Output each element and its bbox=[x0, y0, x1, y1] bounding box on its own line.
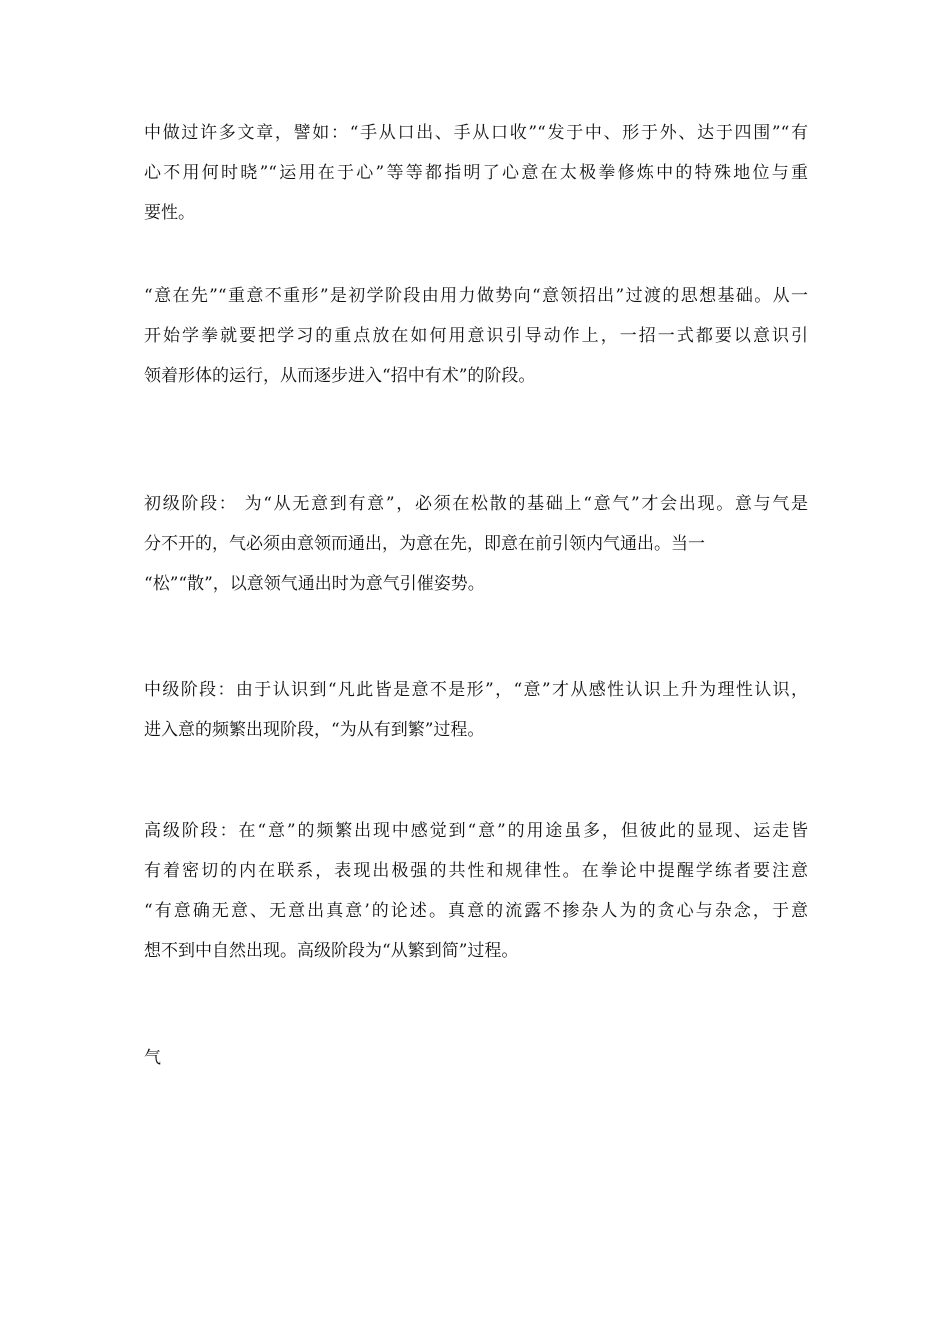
text-line: 高级阶段：在“意”的频繁出现中感觉到“意”的用途虽多，但彼此的显现、运走皆 bbox=[144, 821, 808, 841]
text-line: “有意确无意、无意出真意’的论述。真意的流露不掺杂人为的贪心与杂念，于意 bbox=[144, 901, 808, 921]
paragraph-zhongji-jieduan bbox=[144, 670, 808, 750]
paragraph-chuji-jieduan bbox=[144, 484, 808, 604]
text-line: 中做过许多文章，譬如：“手从口出、手从口收”“发于中、形于外、达于四围”“有 bbox=[144, 123, 808, 143]
text-line: 领着形体的运行，从而逐步进入“招中有术”的阶段。 bbox=[144, 366, 536, 386]
text-line: 要性。 bbox=[144, 203, 195, 223]
text-line: 中级阶段：由于认识到“凡此皆是意不是形”，“意”才从感性认识上升为理性认识， bbox=[144, 680, 808, 700]
text-line: 初级阶段： 为“从无意到有意”，必须在松散的基础上“意气”才会出现。意与气是 bbox=[144, 494, 808, 514]
text-line: “松”“散”，以意领气通出时为意气引催姿势。 bbox=[144, 574, 485, 594]
text-line: 进入意的频繁出现阶段，“为从有到繁”过程。 bbox=[144, 720, 485, 740]
paragraph-gaoji-jieduan bbox=[144, 811, 808, 971]
heading-text: 气 bbox=[144, 1048, 161, 1068]
text-line: 有着密切的内在联系，表现出极强的共性和规律性。在拳论中提醒学练者要注意 bbox=[144, 861, 808, 881]
text-line: 心不用何时晓”“运用在于心”等等都指明了心意在太极拳修炼中的特殊地位与重 bbox=[144, 163, 808, 183]
paragraph-xinyi-importance bbox=[144, 113, 808, 233]
text-line: 分不开的，气必须由意领而通出，为意在先，即意在前引领内气通出。当一 bbox=[144, 534, 705, 554]
text-line: “意在先”“重意不重形”是初学阶段由用力做势向“意领招出”过渡的思想基础。从一 bbox=[144, 286, 808, 306]
text-line: 开始学拳就要把学习的重点放在如何用意识引导动作上，一招一式都要以意识引 bbox=[144, 326, 808, 346]
section-heading-qi bbox=[144, 1038, 808, 1078]
text-line: 想不到中自然出现。高级阶段为“从繁到简”过程。 bbox=[144, 941, 519, 961]
paragraph-yi-zai-xian bbox=[144, 276, 808, 396]
